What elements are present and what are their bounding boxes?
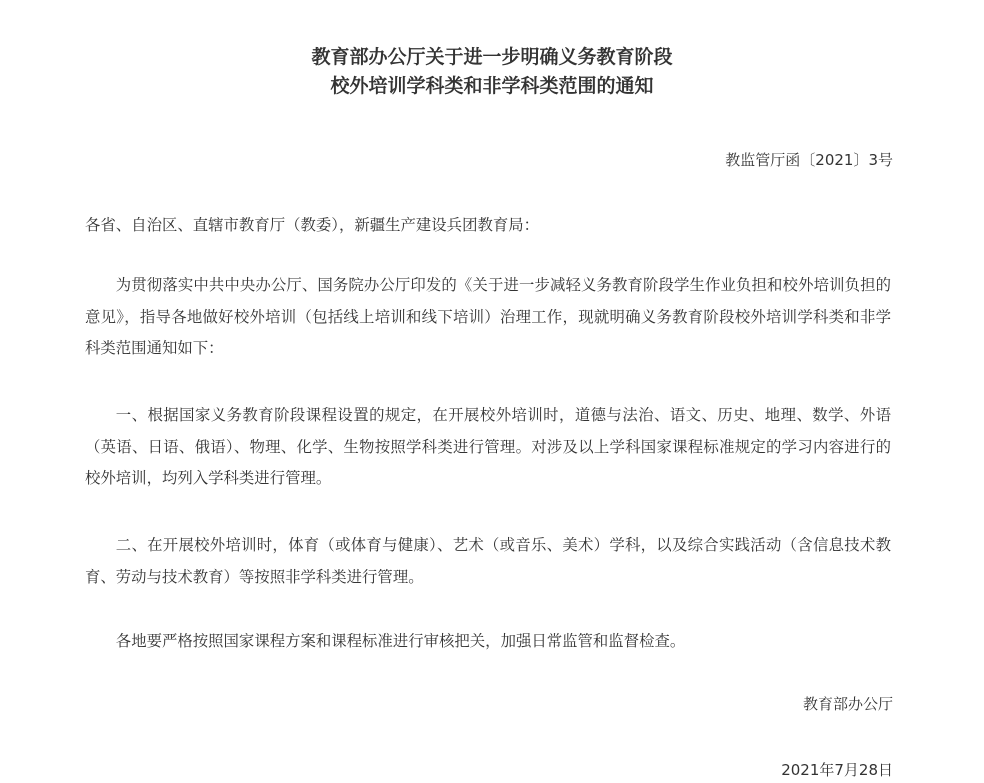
paragraph-closing: 各地要严格按照国家课程方案和课程标准进行审核把关，加强日常监管和监督检查。	[115, 632, 686, 650]
issue-date: 2021年7月28日	[781, 761, 893, 779]
paragraph-item-one: 一、根据国家义务教育阶段课程设置的规定，在开展校外培训时，道德与法治、语文、历史、地理、数学、外语（英语、日语、俄语）、物理、化学、生物按照学科类进行管理。对涉及以上学科国家课程标准规定的学习内容进行的校外培训，均列入学科类进行管理。	[85, 406, 891, 487]
issuer-signature: 教育部办公厅	[802, 695, 893, 713]
paragraph-intro: 为贯彻落实中共中央办公厅、国务院办公厅印发的《关于进一步减轻义务教育阶段学生作业负担和校外培训负担的意见》，指导各地做好校外培训（包括线上培训和线下培训）治理工作，现就明确义务教育阶段校外培训学科类和非学科类范围通知如下：	[85, 276, 891, 357]
paragraph-item-two: 二、在开展校外培训时，体育（或体育与健康）、艺术（或音乐、美术）学科，以及综合实践活动（含信息技术教育、劳动与技术教育）等按照非学科类进行管理。	[85, 536, 891, 586]
document-title-line-1: 教育部办公厅关于进一步明确义务教育阶段	[311, 46, 673, 68]
addressee: 各省、自治区、直辖市教育厅（教委），新疆生产建设兵团教育局：	[85, 216, 540, 234]
document-title-line-2: 校外培训学科类和非学科类范围的通知	[330, 75, 654, 97]
document-number: 教监管厅函〔2021〕3号	[725, 151, 893, 169]
